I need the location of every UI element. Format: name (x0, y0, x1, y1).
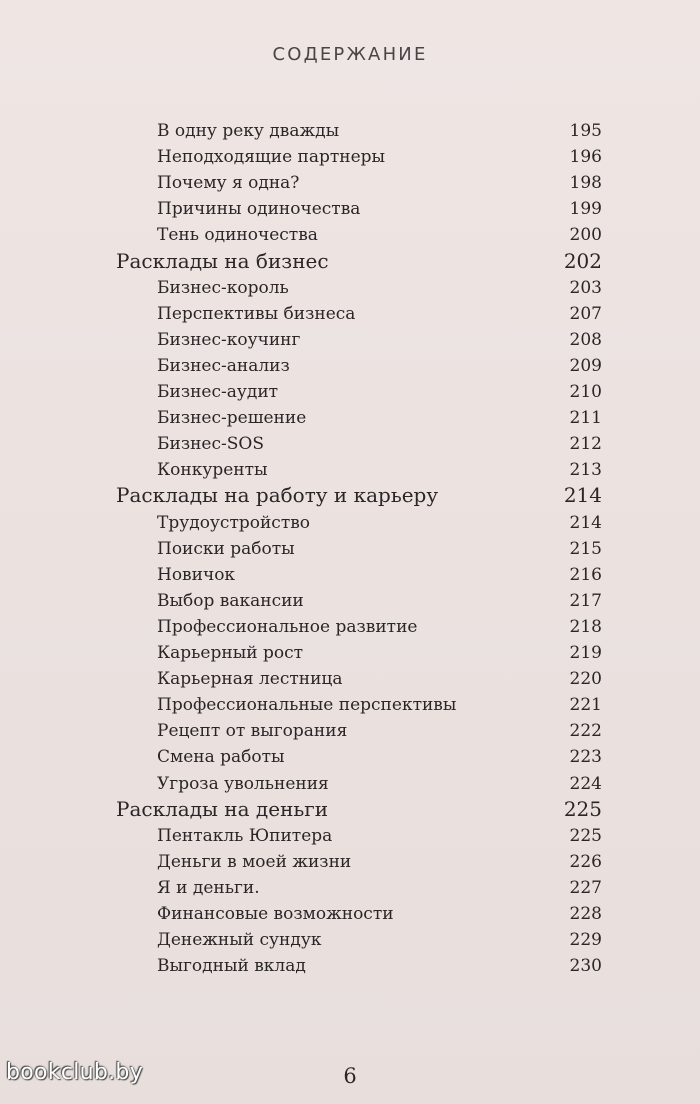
toc-entry-title: Финансовые возможности (157, 904, 394, 924)
toc-entry-title: Угроза увольнения (157, 773, 329, 794)
toc-entry-title: Смена работы (157, 747, 285, 768)
toc-entry-row (0, 562, 700, 588)
toc-entry-title: Бизнес-коучинг (157, 329, 301, 350)
toc-page-number: 208 (569, 329, 602, 350)
toc-page-number: 225 (569, 825, 602, 846)
toc-section-row (0, 483, 700, 509)
toc-entry-row (0, 588, 700, 614)
toc-entry-title: Профессиональные перспективы (157, 695, 457, 716)
toc-entry-title: Карьерный рост (157, 643, 304, 663)
toc-entry-title: Почему я одна? (157, 173, 300, 194)
toc-section-title: Расклады на работу и карьеру (116, 483, 439, 508)
toc-page-number: 199 (569, 199, 602, 220)
toc-section-row (0, 797, 700, 823)
toc-entry-row (0, 275, 700, 301)
toc-entry-row (0, 144, 700, 170)
toc-entry-row (0, 327, 700, 353)
toc-page-number: 215 (569, 538, 602, 559)
toc-page-number: 229 (569, 930, 602, 951)
toc-entry-row (0, 196, 700, 222)
toc-page-number: 207 (569, 303, 602, 324)
toc-page-number: 225 (563, 796, 602, 821)
toc-entry-title: Тень одиночества (157, 225, 318, 246)
toc-entry-title: Трудоустройство (157, 512, 311, 533)
toc-entry-row (0, 536, 700, 562)
toc-entry-row (0, 771, 700, 797)
toc-page-number: 212 (569, 434, 602, 455)
toc-entry-title: Бизнес-решение (157, 408, 307, 429)
toc-page-number: 228 (569, 904, 602, 924)
toc-entry-row (0, 353, 700, 379)
toc-page-number: 217 (569, 590, 602, 611)
toc-entry-title: Новичок (157, 564, 236, 585)
toc-page-number: 210 (569, 382, 602, 402)
toc-entry-row (0, 744, 700, 770)
toc-entry-title: Бизнес-аудит (157, 382, 279, 402)
toc-page-number: 198 (569, 173, 602, 194)
toc-entry-row (0, 875, 700, 901)
toc-page-number: 214 (563, 483, 602, 508)
toc-section-title: Расклады на бизнес (116, 248, 329, 273)
toc-entry-row (0, 666, 700, 692)
toc-entry-title: Неподходящие партнеры (157, 147, 386, 168)
toc-page-number: 218 (569, 616, 602, 637)
toc-entry-row (0, 222, 700, 248)
toc-page-number: 209 (569, 355, 602, 376)
toc-entry-row (0, 301, 700, 327)
toc-entry-title: Бизнес-король (157, 277, 289, 298)
page-header: СОДЕРЖАНИЕ (272, 44, 428, 65)
toc-page-number: 211 (569, 408, 602, 429)
toc-entry-title: Профессиональное развитие (157, 616, 418, 637)
toc-entry-title: Бизнес-SOS (157, 434, 264, 455)
toc-entry-row (0, 379, 700, 405)
toc-page-number: 202 (563, 248, 602, 273)
toc-entry-title: Причины одиночества (157, 199, 361, 220)
toc-entry-title: Я и деньги. (157, 877, 260, 898)
toc-entry-title: Поиски работы (157, 538, 295, 559)
toc-entry-title: Выгодный вклад (157, 956, 306, 977)
toc-entry-row (0, 118, 700, 144)
toc-entry-row (0, 901, 700, 927)
toc-entry-row (0, 849, 700, 875)
toc-page-number: 226 (569, 851, 602, 872)
toc-entry-row (0, 823, 700, 849)
toc-entry-title: Пентакль Юпитера (157, 825, 333, 846)
toc-page-number: 221 (569, 695, 602, 716)
toc-entry-row (0, 692, 700, 718)
toc-entry-row (0, 953, 700, 979)
toc-page-number: 219 (569, 643, 602, 663)
toc-entry-title: Перспективы бизнеса (157, 303, 356, 324)
toc-page-number: 230 (569, 956, 602, 977)
toc-page-number: 214 (569, 512, 602, 533)
toc-page-number: 227 (569, 877, 602, 898)
toc-page-number: 213 (569, 460, 602, 481)
toc-entry-row (0, 640, 700, 666)
toc-entry-title: Рецепт от выгорания (157, 721, 348, 742)
toc-section-row (0, 249, 700, 275)
toc-page-number: 196 (569, 147, 602, 168)
toc-entry-row (0, 431, 700, 457)
toc-entry-title: Конкуренты (157, 460, 268, 481)
toc-entry-title: Денежный сундук (157, 930, 322, 951)
toc-entry-row (0, 457, 700, 483)
toc-page-number: 195 (569, 121, 602, 141)
toc-entry-row (0, 614, 700, 640)
toc-entry-title: Бизнес-анализ (157, 355, 290, 376)
toc-section-title: Расклады на деньги (116, 796, 329, 821)
toc-page-number: 216 (569, 564, 602, 585)
toc-page-number: 222 (569, 721, 602, 742)
toc-page-number: 200 (569, 225, 602, 246)
toc-entry-title: Деньги в моей жизни (157, 851, 352, 872)
toc-entry-row (0, 170, 700, 196)
toc-page-number: 220 (569, 669, 602, 690)
toc-entry-title: Карьерная лестница (157, 669, 343, 690)
toc-entry-row (0, 510, 700, 536)
toc-entry-title: Выбор вакансии (157, 590, 304, 611)
toc-entry-title: В одну реку дважды (157, 121, 340, 141)
toc-page-number: 223 (569, 747, 602, 768)
toc-entry-row (0, 405, 700, 431)
watermark-logo: bookclub.by (6, 1060, 144, 1085)
toc-entry-row (0, 927, 700, 953)
page-number: 6 (343, 1064, 357, 1088)
toc-page-number: 224 (569, 773, 602, 794)
toc-entry-row (0, 718, 700, 744)
toc-page-number: 203 (569, 277, 602, 298)
